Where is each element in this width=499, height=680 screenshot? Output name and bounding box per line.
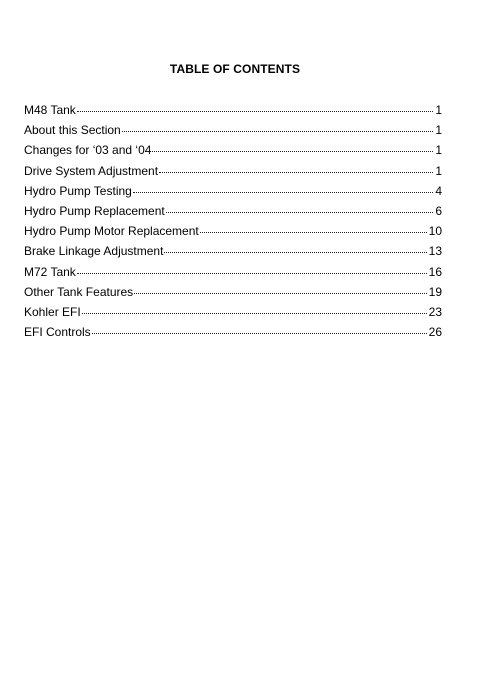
toc-entry[interactable] [24,305,442,325]
toc-entry[interactable] [24,123,442,143]
toc-entry[interactable] [24,103,442,123]
toc-dot-leader [134,292,426,294]
toc-entry[interactable] [24,265,442,285]
toc-dot-leader [152,150,433,152]
toc-entry-label: Hydro Pump Replacement [24,203,165,218]
toc-dot-leader [164,251,426,253]
toc-dot-leader [200,231,427,233]
toc-entry-label: About this Section [24,123,121,138]
toc-entry-label: EFI Controls [24,325,91,340]
toc-dot-leader [122,130,434,132]
toc-entry-page-number: 13 [428,244,442,259]
toc-entry-page-number: 1 [435,143,442,158]
toc-entry-page-number: 10 [428,224,442,239]
toc-entry-label: Brake Linkage Adjustment [24,244,164,259]
toc-entry-page-number: 1 [435,123,442,138]
toc-entry[interactable] [24,184,442,204]
toc-entry[interactable] [24,143,442,163]
toc-entry-page-number: 19 [428,284,442,299]
toc-entry-page-number: 16 [428,264,442,279]
toc-entry[interactable] [24,204,442,224]
toc-entry-page-number: 6 [435,203,442,218]
toc-entry-label: M48 Tank [24,103,76,117]
toc-entry[interactable] [24,224,442,244]
toc-dot-leader [77,272,427,274]
toc-dot-leader [82,312,427,314]
toc-entry-page-number: 1 [435,103,442,117]
toc-dot-leader [159,171,433,173]
toc-entry-label: Changes for ‘03 and ‘04 [24,143,152,158]
toc-entry-label: M72 Tank [24,264,76,279]
toc-entry-label: Kohler EFI [24,304,81,319]
toc-entry[interactable] [24,164,442,184]
toc-dot-leader [92,332,427,334]
toc-entry[interactable] [24,325,442,345]
toc-entry-page-number: 4 [435,183,442,198]
toc-entry-label: Hydro Pump Testing [24,183,132,198]
toc-entry-page-number: 26 [428,325,442,340]
toc-entry-label: Hydro Pump Motor Replacement [24,224,199,239]
toc-list [24,103,442,345]
toc-entry[interactable] [24,244,442,264]
toc-dot-leader [77,110,434,112]
toc-title: TABLE OF CONTENTS [169,62,301,76]
toc-dot-leader [166,211,434,213]
toc-dot-leader [133,191,433,193]
toc-entry-label: Drive System Adjustment [24,163,159,178]
toc-entry[interactable] [24,285,442,305]
toc-entry-label: Other Tank Features [24,284,134,299]
toc-entry-page-number: 23 [428,304,442,319]
toc-entry-page-number: 1 [435,163,442,178]
